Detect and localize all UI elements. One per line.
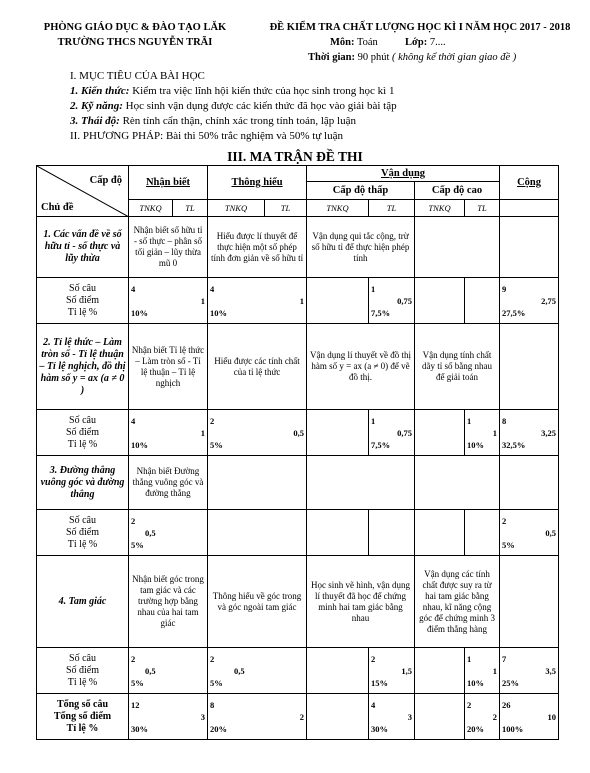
comprehension-stats bbox=[208, 648, 307, 694]
low-application-desc: Vận dụng lí thuyết về đồ thị hàm số y = ax (a ≠ 0) để vẽ đồ thị. bbox=[307, 324, 415, 410]
stats-row bbox=[37, 410, 559, 456]
method-label: II. PHƯƠNG PHÁP: bbox=[70, 130, 164, 142]
score-value: 3,25 bbox=[541, 427, 557, 438]
total-label: Cộng bbox=[517, 177, 541, 188]
score-value: 0,75 bbox=[397, 295, 413, 306]
question-count: 2 bbox=[371, 653, 376, 664]
comprehension-stats bbox=[208, 278, 307, 324]
percent-value: 5% bbox=[131, 677, 144, 688]
count-label: Số câu bbox=[69, 282, 96, 294]
score-value: 0,5 bbox=[545, 527, 557, 538]
score-value: 1 bbox=[299, 295, 305, 306]
empty-cell bbox=[307, 278, 369, 324]
comprehension-desc: Hiểu được các tính chất của tỉ lệ thức bbox=[208, 324, 307, 410]
score-value: 3 bbox=[407, 711, 413, 722]
percent-label: Tỉ lệ % bbox=[67, 538, 98, 550]
knowledge-line bbox=[70, 84, 394, 98]
comprehension-stats bbox=[208, 410, 307, 456]
exam-matrix-table bbox=[36, 165, 559, 740]
high-application-desc: Vận dụng tính chất dãy tỉ số bằng nhau để giải toán bbox=[415, 324, 500, 410]
high-level-header bbox=[415, 182, 500, 200]
question-count: 12 bbox=[131, 699, 140, 710]
row-total-stats bbox=[500, 510, 559, 556]
percent-value: 20% bbox=[467, 723, 485, 734]
question-count: 1 bbox=[467, 415, 472, 426]
empty-cell bbox=[500, 456, 559, 510]
stats-row bbox=[37, 648, 559, 694]
stats-labels bbox=[37, 510, 129, 556]
high-application-stats bbox=[465, 278, 500, 324]
percent-value: 5% bbox=[502, 539, 515, 550]
score-label: Số điểm bbox=[65, 664, 100, 676]
tl-header: TL bbox=[369, 200, 415, 217]
comprehension-desc: Thông hiểu về góc trong và góc ngoài tam giác bbox=[208, 556, 307, 648]
recognition-stats bbox=[129, 410, 208, 456]
grand-total-stats bbox=[500, 694, 559, 740]
recognition-stats bbox=[129, 510, 208, 556]
empty-cell bbox=[307, 694, 369, 740]
low-application-desc: Học sinh vẽ hình, vận dụng lí thuyết đã học để chứng minh hai tam giác bằng nhau bbox=[307, 556, 415, 648]
empty-cell bbox=[415, 648, 465, 694]
percent-value: 7,5% bbox=[371, 307, 391, 318]
empty-cell bbox=[415, 410, 465, 456]
stats-row bbox=[37, 278, 559, 324]
time-note: ( không kể thời gian giao đề ) bbox=[392, 52, 517, 63]
class-value: 7.... bbox=[429, 37, 446, 48]
percent-value: 7,5% bbox=[371, 439, 391, 450]
low-application-desc bbox=[307, 456, 415, 510]
recognition-desc: Nhận biết góc trong tam giác và các trường hợp bằng nhau của hai tam giác bbox=[129, 556, 208, 648]
question-count: 8 bbox=[210, 699, 215, 710]
percent-value: 27,5% bbox=[502, 307, 526, 318]
row-total-stats bbox=[500, 648, 559, 694]
score-value: 3,5 bbox=[545, 665, 557, 676]
percent-value: 5% bbox=[210, 439, 223, 450]
topic-row bbox=[37, 456, 559, 510]
topic-row bbox=[37, 556, 559, 648]
application-label: Vận dụng bbox=[380, 168, 426, 179]
school-header bbox=[30, 20, 240, 50]
percent-label: Tỉ lệ % bbox=[67, 438, 98, 450]
question-count: 1 bbox=[371, 415, 376, 426]
empty-cell bbox=[307, 510, 369, 556]
tnkq-header: TNKQ bbox=[208, 200, 265, 217]
question-count: 2 bbox=[502, 515, 507, 526]
recognition-desc: Nhận biết Tỉ lệ thức – Làm tròn số - Tỉ lệ thuận – Tỉ lệ nghịch bbox=[129, 324, 208, 410]
empty-cell bbox=[465, 510, 500, 556]
subject-value: Toán bbox=[356, 37, 378, 48]
knowledge-text: Kiểm tra việc lĩnh hội kiến thức của học sinh trong học kì 1 bbox=[132, 85, 395, 97]
low-application-stats bbox=[369, 410, 415, 456]
low-level-label: Cấp độ thấp bbox=[332, 185, 389, 196]
time-value: 90 phút bbox=[357, 52, 390, 63]
question-count: 26 bbox=[502, 699, 511, 710]
score-label: Số điểm bbox=[65, 526, 100, 538]
score-value: 3 bbox=[200, 711, 205, 722]
score-value: 2,75 bbox=[541, 295, 557, 306]
attitude-text: Rèn tính cẩn thận, chính xác trong tính toán, lập luận bbox=[122, 115, 356, 127]
empty-cell bbox=[500, 200, 559, 217]
score-value: 1 bbox=[492, 427, 498, 438]
empty-cell bbox=[415, 278, 465, 324]
percent-label: Tỉ lệ % bbox=[67, 306, 98, 318]
percent-label: Tỉ lệ % bbox=[67, 676, 98, 688]
time-line bbox=[260, 50, 580, 65]
empty-cell bbox=[307, 648, 369, 694]
low-application-desc: Vận dụng qui tắc cộng, trừ số hữu tỉ để thực hiện phép tính bbox=[307, 217, 415, 278]
empty-cell bbox=[500, 556, 559, 648]
subject-label: Môn: bbox=[330, 37, 355, 48]
tnkq-header: TNKQ bbox=[415, 200, 465, 217]
percent-value: 5% bbox=[131, 539, 144, 550]
score-value: 10 bbox=[547, 711, 557, 722]
question-count: 4 bbox=[210, 283, 215, 294]
score-value: 2 bbox=[492, 711, 498, 722]
skills-text: Học sinh vận dụng được các kiến thức đã học vào giải bài tập bbox=[125, 100, 397, 112]
percent-value: 30% bbox=[131, 723, 148, 734]
score-value: 1 bbox=[492, 665, 498, 676]
question-count: 4 bbox=[371, 699, 376, 710]
percent-value: 10% bbox=[467, 677, 485, 688]
time-label: Thời gian: bbox=[308, 52, 355, 63]
attitude-line bbox=[70, 114, 356, 128]
question-count: 8 bbox=[502, 415, 507, 426]
application-header bbox=[307, 166, 500, 182]
count-label: Số câu bbox=[69, 514, 96, 526]
corner-header-cell bbox=[37, 166, 129, 217]
recognition-desc: Nhận biết số hữu tỉ - số thực – phân số tối giản – lũy thừa mũ 0 bbox=[129, 217, 208, 278]
empty-cell bbox=[369, 510, 415, 556]
total-percent-label: Tỉ lệ % bbox=[66, 722, 99, 734]
low-application-total bbox=[369, 694, 415, 740]
comprehension-desc bbox=[208, 456, 307, 510]
knowledge-label: 1. Kiến thức: bbox=[70, 85, 130, 97]
score-value: 0,5 bbox=[234, 665, 245, 676]
percent-value: 32,5% bbox=[502, 439, 526, 450]
question-count: 2 bbox=[131, 515, 136, 526]
high-application-desc bbox=[415, 217, 500, 278]
score-value: 0,5 bbox=[145, 527, 156, 538]
method-text: Bài thi 50% trắc nghiệm và 50% tự luận bbox=[165, 130, 343, 142]
matrix-title: III. MA TRẬN ĐỀ THI bbox=[227, 149, 363, 164]
question-count: 2 bbox=[210, 415, 215, 426]
topic-name: 2. Tỉ lệ thức – Làm tròn số - Tỉ lệ thuận – Tỉ lệ nghịch, đồ thị hàm số y = ax (a ≠ 0 ) bbox=[37, 324, 129, 410]
topic-row bbox=[37, 217, 559, 278]
recognition-stats bbox=[129, 648, 208, 694]
score-value: 0,75 bbox=[397, 427, 413, 438]
question-count: 2 bbox=[467, 699, 472, 710]
topic-row bbox=[37, 324, 559, 410]
score-label: Số điểm bbox=[65, 294, 100, 306]
topic-header: Chủ đề bbox=[41, 202, 74, 213]
score-label: Số điểm bbox=[65, 426, 100, 438]
topic-name: 3. Đường thẳng vuông góc và đường thẳng bbox=[37, 456, 129, 510]
empty-cell bbox=[415, 694, 465, 740]
skills-line bbox=[70, 99, 397, 113]
score-value: 0,5 bbox=[293, 427, 305, 438]
tnkq-header: TNKQ bbox=[129, 200, 173, 217]
low-level-header bbox=[307, 182, 415, 200]
count-label: Số câu bbox=[69, 652, 96, 664]
percent-value: 5% bbox=[210, 677, 223, 688]
empty-cell bbox=[500, 324, 559, 410]
percent-value: 30% bbox=[371, 723, 389, 734]
tnkq-header: TNKQ bbox=[307, 200, 369, 217]
score-value: 1,5 bbox=[401, 665, 413, 676]
percent-value: 20% bbox=[210, 723, 227, 734]
empty-cell bbox=[500, 217, 559, 278]
row-total-stats bbox=[500, 278, 559, 324]
comprehension-total bbox=[208, 694, 307, 740]
grand-total-row bbox=[37, 694, 559, 740]
stats-labels bbox=[37, 410, 129, 456]
exam-header bbox=[260, 20, 580, 65]
question-count: 2 bbox=[210, 653, 215, 664]
score-value: 1 bbox=[200, 427, 205, 438]
score-value: 2 bbox=[299, 711, 305, 722]
score-value: 0,5 bbox=[145, 665, 156, 676]
topic-name: 4. Tam giác bbox=[37, 556, 129, 648]
total-labels bbox=[37, 694, 129, 740]
empty-cell bbox=[307, 410, 369, 456]
percent-value: 15% bbox=[371, 677, 389, 688]
total-count-label: Tổng số câu bbox=[56, 698, 109, 710]
recognition-header bbox=[129, 166, 208, 200]
percent-value: 100% bbox=[502, 723, 524, 734]
question-count: 1 bbox=[467, 653, 472, 664]
high-application-desc: Vận dụng các tính chất được suy ra từ hai tam giác bằng nhau, kĩ năng cộng góc để chứng minh 3 điểm thẳng hàng bbox=[415, 556, 500, 648]
stats-labels bbox=[37, 648, 129, 694]
row-total-stats bbox=[500, 410, 559, 456]
percent-value: 10% bbox=[131, 307, 148, 318]
percent-value: 10% bbox=[210, 307, 227, 318]
recognition-stats bbox=[129, 278, 208, 324]
empty-cell bbox=[415, 510, 465, 556]
subject-line bbox=[260, 35, 580, 50]
percent-value: 10% bbox=[131, 439, 148, 450]
section-objectives: I. MỤC TIÊU CỦA BÀI HỌC bbox=[70, 70, 205, 82]
skills-label: 2. Kỹ năng: bbox=[70, 100, 123, 112]
class-label: Lớp: bbox=[405, 37, 428, 48]
high-level-label: Cấp độ cao bbox=[431, 185, 483, 196]
level-header: Cấp độ bbox=[89, 175, 122, 186]
school-name: TRƯỜNG THCS NGUYỄN TRÃI bbox=[57, 37, 213, 48]
total-header bbox=[500, 166, 559, 200]
question-count: 4 bbox=[131, 415, 136, 426]
recognition-total bbox=[129, 694, 208, 740]
stats-labels bbox=[37, 278, 129, 324]
comprehension-desc: Hiểu được lí thuyết để thực hiện một số phép tính đơn giản về số hữu tỉ bbox=[208, 217, 307, 278]
question-count: 2 bbox=[131, 653, 136, 664]
recognition-desc: Nhận biết Đường thẳng vuông góc và đường thẳng bbox=[129, 456, 208, 510]
stats-row bbox=[37, 510, 559, 556]
percent-value: 10% bbox=[467, 439, 485, 450]
high-application-total bbox=[465, 694, 500, 740]
topic-name: 1. Các vấn đề về số hữu tỉ - số thực và lũy thừa bbox=[37, 217, 129, 278]
department-name: PHÒNG GIÁO DỤC & ĐÀO TẠO LĂK bbox=[43, 22, 227, 33]
high-application-desc bbox=[415, 456, 500, 510]
count-label: Số câu bbox=[69, 414, 96, 426]
tl-header: TL bbox=[465, 200, 500, 217]
tl-header: TL bbox=[265, 200, 307, 217]
comprehension-header bbox=[208, 166, 307, 200]
total-score-label: Tổng số điểm bbox=[53, 710, 112, 722]
method-line bbox=[70, 129, 343, 143]
high-application-stats bbox=[465, 648, 500, 694]
tl-header: TL bbox=[173, 200, 208, 217]
percent-value: 25% bbox=[502, 677, 520, 688]
comprehension-label: Thông hiểu bbox=[231, 177, 283, 188]
recognition-label: Nhận biết bbox=[145, 177, 191, 188]
attitude-label: 3. Thái độ: bbox=[70, 115, 120, 127]
exam-title: ĐỀ KIỂM TRA CHẤT LƯỢNG HỌC KÌ I NĂM HỌC 2017 - 2018 bbox=[269, 22, 571, 33]
low-application-stats bbox=[369, 648, 415, 694]
question-count: 7 bbox=[502, 653, 507, 664]
high-application-stats bbox=[465, 410, 500, 456]
question-count: 9 bbox=[502, 283, 507, 294]
score-value: 1 bbox=[200, 295, 205, 306]
empty-cell bbox=[208, 510, 307, 556]
low-application-stats bbox=[369, 278, 415, 324]
question-count: 1 bbox=[371, 283, 376, 294]
question-count: 4 bbox=[131, 283, 136, 294]
